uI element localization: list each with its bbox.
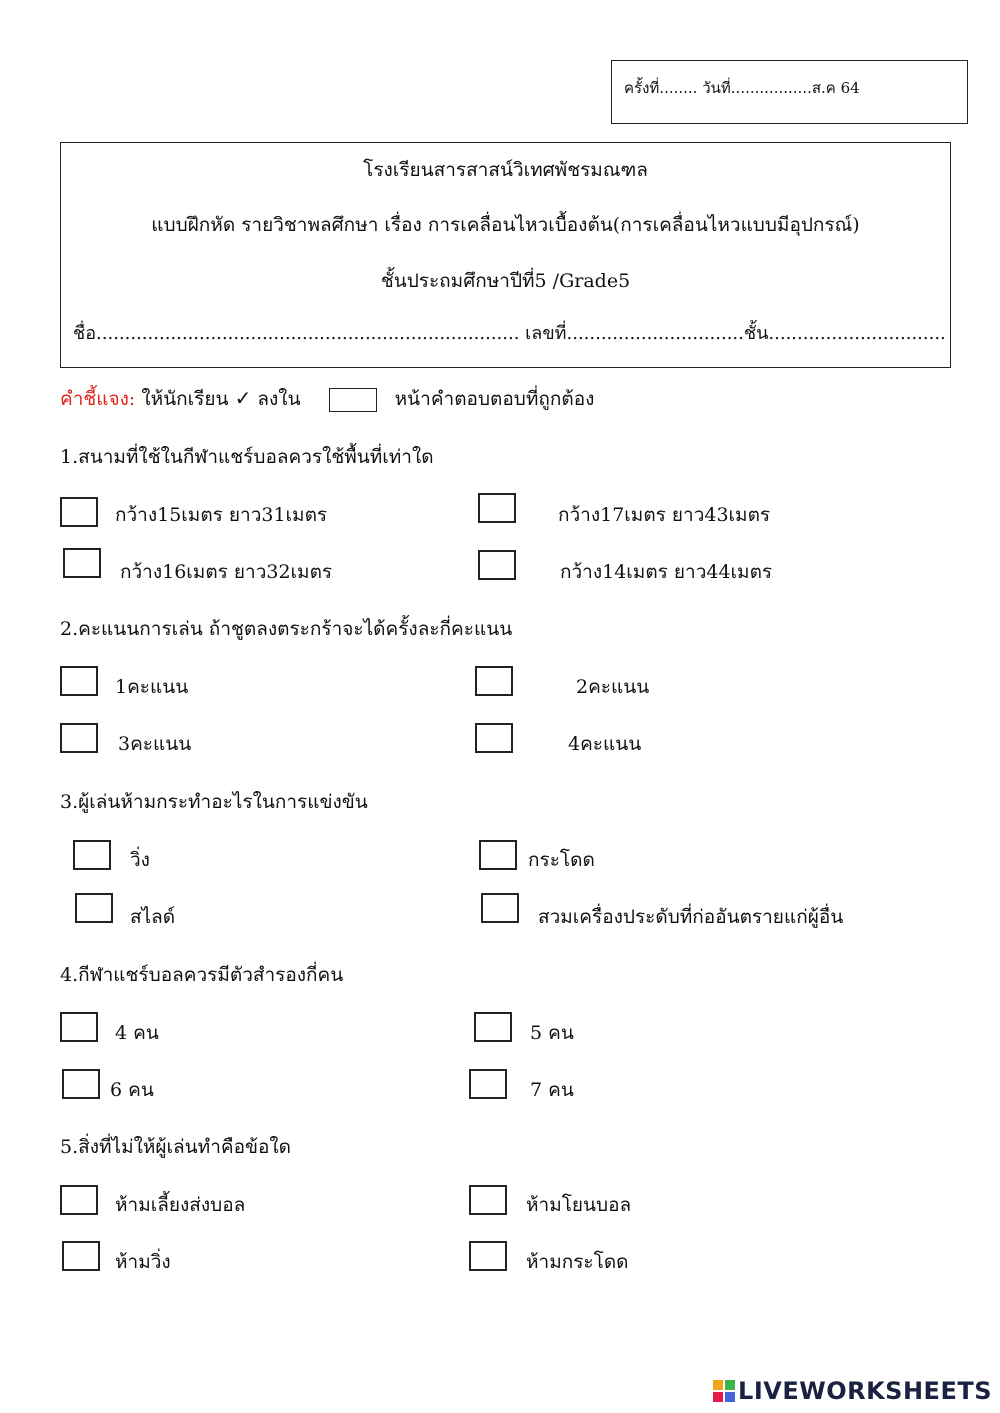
grade-line: ชั้นประถมศึกษาปีที่5 /Grade5 <box>380 270 631 292</box>
answer-checkbox-q3-b[interactable] <box>479 840 517 870</box>
option-label-q3-b: กระโดด <box>528 849 595 871</box>
answer-checkbox-q4-a[interactable] <box>60 1012 98 1042</box>
instruction-text-mid: ลงใน <box>257 388 301 410</box>
answer-checkbox-q1-b[interactable] <box>478 493 516 523</box>
school-name: โรงเรียนสารสาสน์วิเทศพัชรมณฑล <box>363 159 648 181</box>
answer-checkbox-q5-a[interactable] <box>60 1185 98 1215</box>
answer-checkbox-q1-a[interactable] <box>60 497 98 527</box>
option-label-q2-c: 3คะแนน <box>118 733 192 755</box>
logo-mark-icon <box>713 1380 735 1402</box>
answer-checkbox-q5-d[interactable] <box>469 1241 507 1271</box>
option-label-q2-b: 2คะแนน <box>576 676 650 698</box>
option-label-q1-c: กว้าง16เมตร ยาว32เมตร <box>120 561 333 583</box>
answer-checkbox-q2-a[interactable] <box>60 666 98 696</box>
answer-checkbox-q1-c[interactable] <box>63 548 101 578</box>
answer-checkbox-q3-d[interactable] <box>481 893 519 923</box>
session-text: ครั้งที่........ วันที่.................ส.ค 64 <box>624 79 860 97</box>
answer-checkbox-q1-d[interactable] <box>478 550 516 580</box>
student-info-line: ชื่อ.......................................................................... เลขที่...............................ชั้น............................... <box>73 323 946 344</box>
logo-square <box>713 1380 723 1390</box>
logo-square <box>725 1380 735 1390</box>
option-label-q2-a: 1คะแนน <box>115 676 189 698</box>
option-label-q4-c: 6 คน <box>110 1079 154 1101</box>
option-label-q3-a: วิ่ง <box>130 849 150 871</box>
option-label-q3-c: สไลด์ <box>130 906 176 928</box>
answer-checkbox-q3-c[interactable] <box>75 893 113 923</box>
question-4: 4.กีฬาแชร์บอลควรมีตัวสำรองกี่คน <box>60 964 344 986</box>
answer-checkbox-q2-b[interactable] <box>475 666 513 696</box>
check-mark-icon: ✓ <box>234 386 252 410</box>
option-label-q4-d: 7 คน <box>530 1079 574 1101</box>
logo-square <box>725 1392 735 1402</box>
example-box <box>329 388 377 412</box>
liveworksheets-logo <box>713 1377 992 1405</box>
option-label-q5-c: ห้ามวิ่ง <box>115 1251 171 1273</box>
option-label-q1-b: กว้าง17เมตร ยาว43เมตร <box>558 504 771 526</box>
question-5: 5.สิ่งที่ไม่ให้ผู้เล่นทำคือข้อใด <box>60 1136 291 1158</box>
option-label-q2-d: 4คะแนน <box>568 733 642 755</box>
answer-checkbox-q4-b[interactable] <box>474 1012 512 1042</box>
option-label-q1-d: กว้าง14เมตร ยาว44เมตร <box>560 561 773 583</box>
instruction <box>60 384 594 414</box>
logo-square <box>713 1392 723 1402</box>
option-label-q4-b: 5 คน <box>530 1022 574 1044</box>
question-2: 2.คะแนนการเล่น ถ้าชูตลงตระกร้าจะได้ครั้งละกี่คะแนน <box>60 618 513 640</box>
subject-line: แบบฝึกหัด รายวิชาพลศึกษา เรื่อง การเคลื่อนไหวเบื้องต้น(การเคลื่อนไหวแบบมีอุปกรณ์) <box>151 214 860 236</box>
option-label-q1-a: กว้าง15เมตร ยาว31เมตร <box>115 504 328 526</box>
option-label-q5-b: ห้ามโยนบอล <box>526 1194 632 1216</box>
answer-checkbox-q4-d[interactable] <box>469 1069 507 1099</box>
option-label-q3-d: สวมเครื่องประดับที่ก่ออันตรายแก่ผู้อื่น <box>538 906 844 928</box>
answer-checkbox-q2-c[interactable] <box>60 723 98 753</box>
instruction-label: คำชี้แจง: <box>60 388 136 410</box>
instruction-text-after: หน้าคำตอบตอบที่ถูกต้อง <box>394 388 595 410</box>
answer-checkbox-q3-a[interactable] <box>73 840 111 870</box>
answer-checkbox-q2-d[interactable] <box>475 723 513 753</box>
question-3: 3.ผู้เล่นห้ามกระทำอะไรในการแข่งขัน <box>60 791 368 813</box>
logo-text: LIVEWORKSHEETS <box>738 1377 992 1405</box>
worksheet-header <box>60 142 951 368</box>
instruction-text-before: ให้นักเรียน <box>141 388 229 410</box>
answer-checkbox-q4-c[interactable] <box>62 1069 100 1099</box>
option-label-q5-a: ห้ามเลี้ยงส่งบอล <box>115 1194 246 1216</box>
session-box <box>611 60 968 124</box>
option-label-q4-a: 4 คน <box>115 1022 159 1044</box>
answer-checkbox-q5-b[interactable] <box>469 1185 507 1215</box>
answer-checkbox-q5-c[interactable] <box>62 1241 100 1271</box>
question-1: 1.สนามที่ใช้ในกีฬาแชร์บอลควรใช้พื้นที่เท่าใด <box>60 446 434 468</box>
option-label-q5-d: ห้ามกระโดด <box>526 1251 629 1273</box>
